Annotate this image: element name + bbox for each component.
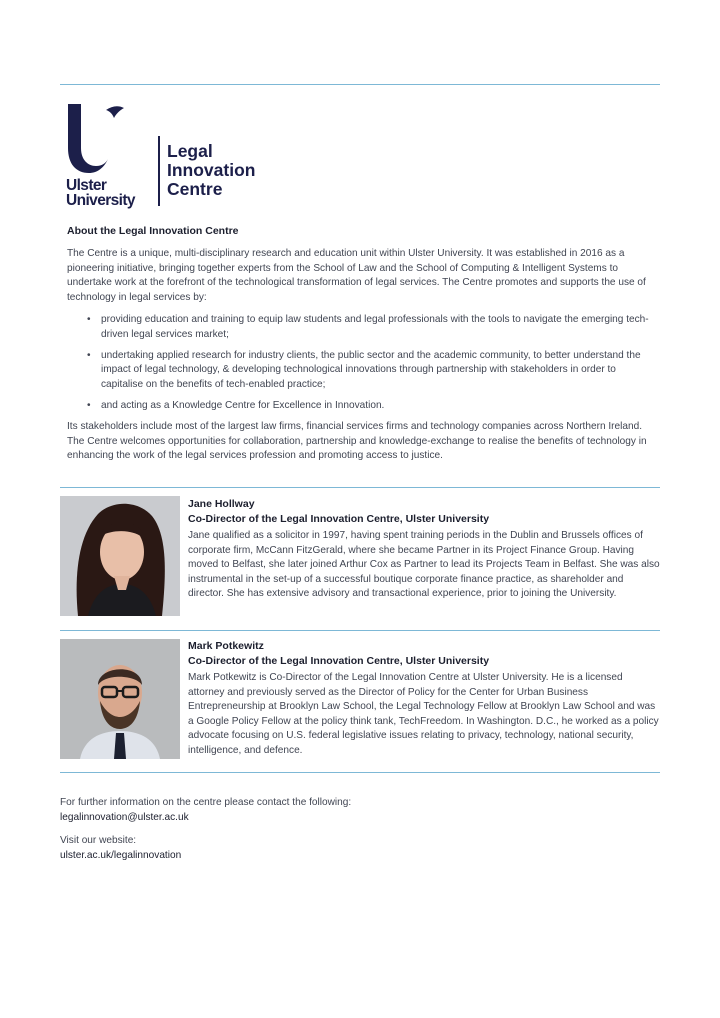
contact-intro: For further information on the centre please contact the following: [60, 797, 352, 808]
top-rule [60, 84, 660, 85]
about-heading: About the Legal Innovation Centre [67, 225, 239, 237]
person-role: Co-Director of the Legal Innovation Centre, Ulster University [188, 654, 490, 667]
logo-word-ulster: Ulster [66, 177, 107, 194]
person-bio: Mark Potkewitz is Co-Director of the Legal Innovation Centre at Ulster University. He is a licensed attorney and previously served as the Director of Policy for the Center for Urban Business Entrepreneurship at Brooklyn Law School, the Legal Technology Fellow at Brooklyn Law School and was a Google Policy Fellow at the policy think tank, TechFreedom. In Washington. D.C., he worked as a policy advocate focusing on U.S. federal legislative issues relating to privacy, technology, national security, intelligence, and defence. [188, 672, 659, 756]
list-item: • and acting as a Knowledge Centre for Excellence in Innovation. [67, 399, 657, 414]
about-stakeholders: Its stakeholders include most of the largest law firms, financial services firms and technology companies across Northern Ireland. The Centre welcomes opportunities for collaboration, partnership and knowledge-exchange to realise the benefits of technology in enhancing the work of the legal services profession and promoting access to justice. [67, 421, 647, 462]
logo-centre-line: Centre [167, 179, 223, 199]
section-rule [60, 487, 660, 488]
section-rule [60, 772, 660, 773]
jane-hollway-photo [60, 496, 180, 616]
contact-block [60, 796, 351, 863]
mark-potkewitz-photo [60, 639, 180, 759]
logo-divider [158, 136, 160, 206]
person-bio: Jane qualified as a solicitor in 1997, having spent training periods in the Dublin and Brussels offices of corporate firm, McCann FitzGerald, where she became Partner in its Project Finance Group. Having moved to Belfast, she later joined Arthur Cox as Partner to lead its Projects Team in Belfast. She was also instrumental in the set-up of a successful boutique corporate finance practice, as shareholder and director. She has extensive advisory and transactional experience, prior to joining the University. [188, 530, 660, 600]
about-bullets [67, 313, 657, 420]
logo-word-university: University [66, 192, 135, 209]
list-item: • providing education and training to equip law students and legal professionals with the tools to navigate the emerging tech-driven legal services market; [67, 313, 657, 342]
person-name: Mark Potkewitz [188, 640, 264, 652]
person-name: Jane Hollway [188, 498, 255, 510]
jane-hollway-bio [188, 497, 660, 602]
mark-potkewitz-bio [188, 639, 660, 759]
contact-email-link[interactable]: legalinnovation@ulster.ac.uk [60, 811, 189, 823]
logo-centre-line: Innovation [167, 160, 256, 180]
person-role: Co-Director of the Legal Innovation Centre, Ulster University [188, 512, 490, 525]
section-rule [60, 630, 660, 631]
website-link[interactable]: ulster.ac.uk/legalinnovation [60, 849, 182, 861]
logo-centre-name [167, 142, 255, 199]
list-item: • undertaking applied research for industry clients, the public sector and the academic community, to better understand the impact of legal technology, & developing technological innovations through partnership with stakeholders in order to capitalise on the benefits of tech-enabled practice; [67, 349, 657, 393]
ulster-university-logo [66, 100, 296, 212]
logo-centre-line: Legal [167, 141, 213, 161]
website-label: Visit our website: [60, 835, 137, 847]
ulster-u-logo-icon [66, 100, 132, 174]
about-intro: The Centre is a unique, multi-disciplinary research and education unit within Ulster University. It was established in 2016 as a pioneering initiative, bringing together experts from the School of Law and the School of Computing & Intelligent Systems to undertake work at the forefront of the technological transformation of legal services. The Centre promotes and supports the use of technology in legal services by: [67, 248, 646, 303]
